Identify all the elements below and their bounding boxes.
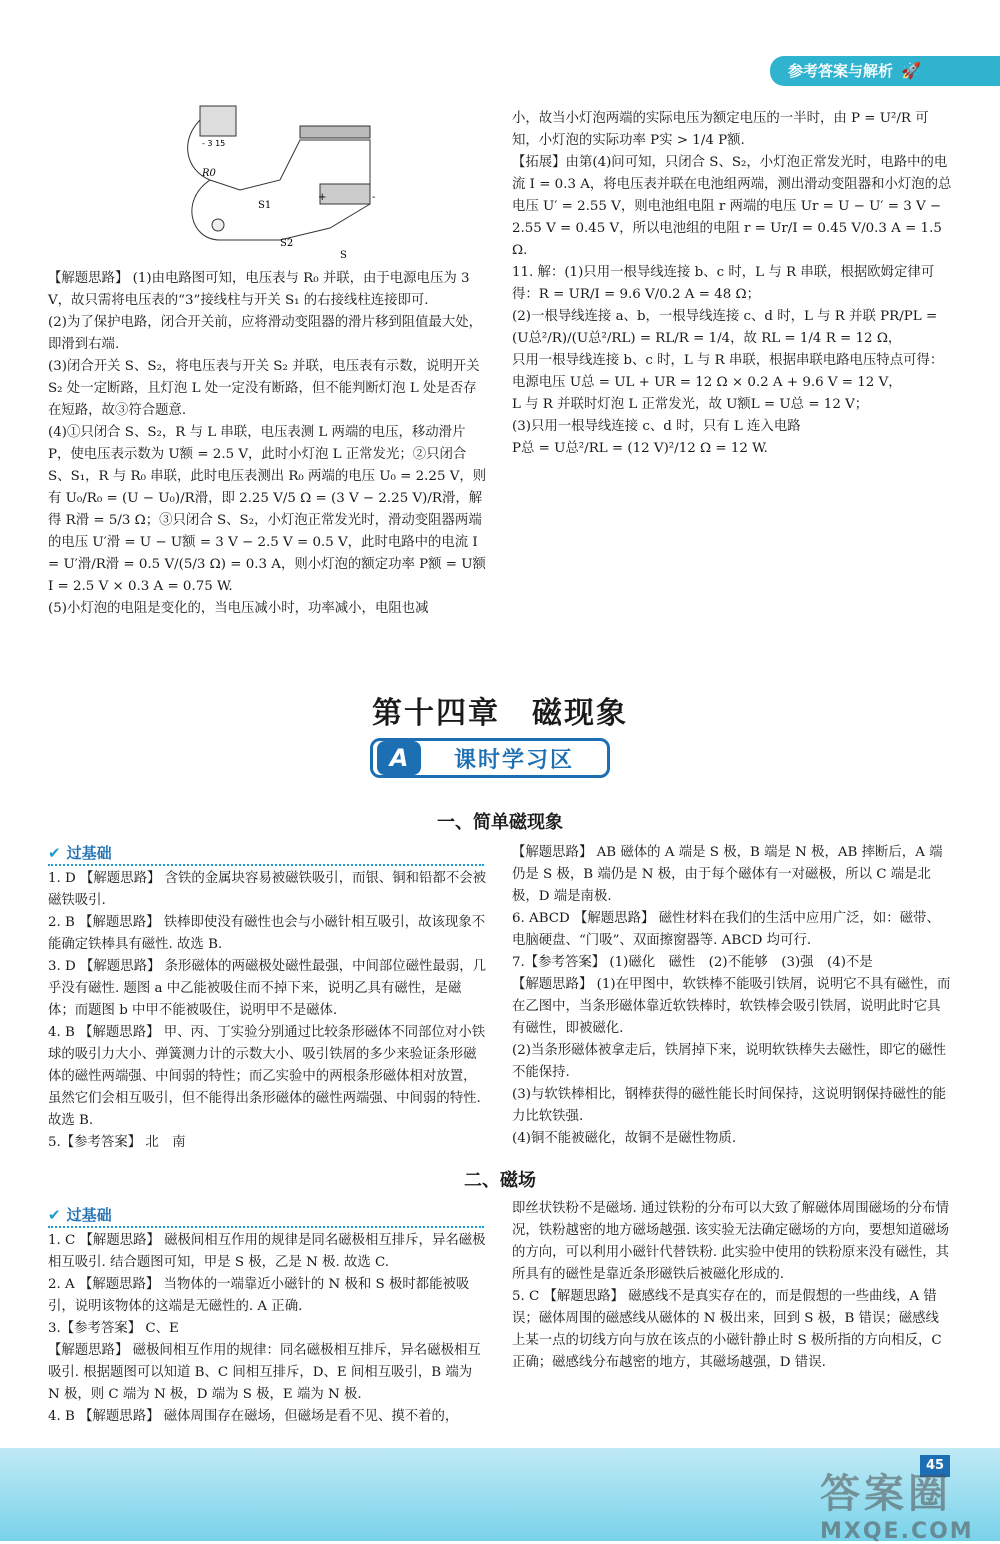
circuit-diagram — [180, 100, 380, 262]
section1-right-column — [512, 842, 952, 1150]
r0-label: R0 — [202, 168, 216, 179]
answer-item: 即丝状铁粉不是磁场. 通过铁粉的分布可以大致了解磁体周围磁场的分布情况，铁粉越密的地方磁场越强. 该实验无法确定磁场的方向，要想知道磁场的方向，可以利用小磁针代替铁粉. 此实验中使用的铁粉原来没有磁性，其所具有的磁性是靠近条形磁铁后被磁化形成的. — [512, 1201, 950, 1282]
answer-item: 5.【参考答案】 北 南 — [48, 1135, 186, 1150]
answer-item: 4. B 【解题思路】 甲、丙、丁实验分别通过比较条形磁体不同部位对小铁球的吸引力大小、弹簧测力计的示数大小、吸引铁屑的多少来验证条形磁体的磁性两端强、中间弱的特性；而乙实验中的两根条形磁体相对放置，虽然它们会相互吸引，但不能得出条形磁体的磁性两端强、中间弱的特性. 故选 B. — [48, 1025, 486, 1128]
section-title: 二、磁场 — [464, 1170, 536, 1191]
answer-item: 2. A 【解题思路】 当物体的一端靠近小磁针的 N 极和 S 极时都能被吸引，说明该物体的这端是无磁性的. A 正确. — [48, 1277, 470, 1314]
battery-plus-label: + — [318, 192, 327, 203]
voltmeter-label: - 3 15 — [202, 139, 226, 148]
lamp-shape — [212, 219, 224, 231]
answer-section-tag — [770, 56, 1000, 86]
watermark-text: 答案圈 — [820, 1471, 952, 1517]
answer-item: 3. D 【解题思路】 条形磁体的两磁极处磁性最强，中间部位磁性最弱，几乎没有磁性. 题图 a 中乙能被吸住而不掉下来，说明乙具有磁性，是磁体；而题图 b 中甲不能被吸住，说明甲不是磁体. — [48, 959, 486, 1018]
section-subheader — [48, 842, 484, 866]
section-subheader — [48, 1204, 484, 1228]
answer-item: 3.【参考答案】 C、E — [48, 1321, 179, 1336]
section2-left-column — [48, 1230, 488, 1428]
tag-label: 参考答案与解析 — [788, 62, 894, 80]
paragraph: (3)闭合开关 S、S₂，将电压表与开关 S₂ 并联，电压表有示数，说明开关 S₂ 处一定断路，且灯泡 L 处一定没有断路，但不能判断灯泡 L 处是否存在短路，故③符合题意. — [48, 359, 480, 418]
paragraph: (2)一根导线连接 a、b，一根导线连接 c、d 时，L 与 R 并联 PR/PL = (U总²/R)/(U总²/RL) = RL/R = 1/4，故 RL = 1/4 R = 12 Ω， — [512, 309, 938, 346]
answer-item: (2)当条形磁体被拿走后，铁屑掉下来，说明软铁棒失去磁性，即它的磁性不能保持. — [512, 1043, 947, 1080]
s-label: S — [340, 250, 347, 261]
answer-item: 6. ABCD 【解题思路】 磁性材料在我们的生活中应用广泛，如：磁带、电脑硬盘、“门吸”、双面擦窗器等. ABCD 均可行. — [512, 911, 940, 948]
subheader-label: 过基础 — [66, 844, 112, 862]
paragraph: 【解题思路】 (1)由电路图可知，电压表与 R₀ 并联，由于电源电压为 3 V，故只需将电压表的“3”接线柱与开关 S₁ 的右接线柱连接即可. — [48, 271, 470, 308]
zone-badge: A — [377, 741, 421, 775]
answer-item: (4)铜不能被磁化，故铜不是磁性物质. — [512, 1131, 737, 1146]
paragraph: L 与 R 并联时灯泡 L 正常发光，故 U额L = U总 = 12 V； — [512, 397, 869, 412]
battery-shape — [320, 184, 370, 204]
answer-item: 1. D 【解题思路】 含铁的金属块容易被磁铁吸引，而银、铜和铅都不会被磁铁吸引. — [48, 871, 486, 908]
paragraph: 只用一根导线连接 b、c 时，L 与 R 串联，根据串联电路电压特点可得： — [512, 353, 944, 368]
paragraph: (4)①只闭合 S、S₂，R 与 L 串联，电压表测 L 两端的电压，移动滑片 P，使电压表示数为 U额 = 2.5 V，此时小灯泡 L 正常发光；②只闭合 S、S₁，R 与 R₀ 串联，此时电压表测出 R₀ 两端的电压 U₀ = 2.25 V，则有 U₀/R₀ = (U − U₀)/R滑，即 2.25 V/5 Ω = (3 V − 2.25 V)/R滑，解得 R滑 = 5/3 Ω；③只闭合 S、S₂，小灯泡正常发光时，滑动变阻器两端的电压 U′滑 = U − U额 = 3 V − 2.5 V = 0.5 V，此时电路中的电流 I = U′滑/R滑 = 0.5 V/(5/3 Ω) = 0.3 A，则小灯泡的额定功率 P额 = U额 I = 2.5 V × 0.3 A = 0.75 W. — [48, 425, 487, 594]
paragraph: (2)为了保护电路，闭合开关前，应将滑动变阻器的滑片移到阻值最大处，即滑到右端. — [48, 315, 483, 352]
paragraph: 小，故当小灯泡两端的实际电压为额定电压的一半时，由 P = U²/R 可知，小灯泡的实际功率 P实 > 1/4 P额. — [512, 111, 929, 148]
answer-item: 【解题思路】 (1)在甲图中，软铁棒不能吸引铁屑，说明它不具有磁性，而在乙图中，当条形磁体靠近软铁棒时，软铁棒会吸引铁屑，说明此时它具有磁性，即被磁化. — [512, 977, 951, 1036]
study-zone-banner — [370, 738, 610, 778]
watermark-url: MXQE.COM — [820, 1519, 974, 1544]
paragraph: P总 = U总²/RL = (12 V)²/12 Ω = 12 W. — [512, 441, 768, 456]
section2-right-column — [512, 1198, 952, 1374]
answer-item: 1. C 【解题思路】 磁极间相互作用的规律是同名磁极相互排斥，异名磁极相互吸引. 结合题图可知，甲是 S 极，乙是 N 极. 故选 C. — [48, 1233, 486, 1270]
answer-item: 【解题思路】 磁极间相互作用的规律：同名磁极相互排斥，异名磁极相互吸引. 根据题图可以知道 B、C 间相互排斥，D、E 间相互吸引，B 端为 N 极，则 C 端为 N 极，D 端为 S 极，E 端为 N 极. — [48, 1343, 481, 1402]
answer-item: (3)与软铁棒相比，钢棒获得的磁性能长时间保持，这说明钢保持磁性的能力比软铁强. — [512, 1087, 947, 1124]
paragraph: (3)只用一根导线连接 c、d 时，只有 L 连入电路 — [512, 419, 801, 434]
paragraph: 【拓展】由第(4)问可知，只闭合 S、S₂，小灯泡正常发光时，电路中的电流 I = 0.3 A，将电压表并联在电池组两端，测出滑动变阻器和小灯泡的总电压 U′ = 2.55 V，则电池组电阻 r 两端的电压 Ur = U − U′ = 3 V − 2.55 V = 0.45 V，所以电池组的电阻 r = Ur/I = 0.45 V/0.3 A = 1.5 Ω. — [512, 155, 952, 258]
section-title: 一、简单磁现象 — [437, 812, 563, 833]
answer-item: 2. B 【解题思路】 铁棒即使没有磁性也会与小磁针相互吸引，故该现象不能确定铁棒具有磁性. 故选 B. — [48, 915, 486, 952]
watermark-logo — [820, 1462, 974, 1544]
chapter-title: 第十四章 磁现象 — [372, 696, 628, 731]
s2-label: S2 — [280, 238, 294, 249]
rheostat-shape — [300, 126, 370, 138]
voltmeter-shape — [200, 106, 236, 136]
top-left-column — [48, 268, 488, 620]
answer-item: 【解题思路】 AB 磁体的 A 端是 S 极，B 端是 N 极，AB 摔断后，A 端仍是 S 极，B 端仍是 N 极，由于每个磁体有一对磁极，所以 C 端是北极，D 端是南极. — [512, 845, 943, 904]
checkmark-icon: ✔︎ — [48, 844, 61, 862]
paragraph: 11. 解：(1)只用一根导线连接 b、c 时，L 与 R 串联，根据欧姆定律可得：R = UR/I = 9.6 V/0.2 A = 48 Ω； — [512, 265, 935, 302]
answer-item: 4. B 【解题思路】 磁体周围存在磁场，但磁场是看不见、摸不着的， — [48, 1409, 459, 1424]
zone-title: 课时学习区 — [453, 747, 574, 773]
checkmark-icon: ✔︎ — [48, 1206, 61, 1224]
battery-minus-label: - — [372, 192, 376, 203]
answer-item: 5. C 【解题思路】 磁感线不是真实存在的，而是假想的一些曲线，A 错误；磁体周围的磁感线从磁体的 N 极出来，回到 S 极，B 错误；磁感线上某一点的切线方向与放在该点的小磁针静止时 S 极所指的方向相反，C 正确；磁感线分布越密的地方，其磁场越强，D 错误. — [512, 1289, 942, 1370]
rocket-icon: 🚀 — [901, 61, 921, 80]
paragraph: 电源电压 U总 = UL + UR = 12 Ω × 0.2 A + 9.6 V = 12 V， — [512, 375, 902, 390]
section1-left-column — [48, 868, 488, 1154]
page-number: 45 — [920, 1455, 950, 1477]
paragraph: (5)小灯泡的电阻是变化的，当电压减小时，功率减小，电阻也减 — [48, 601, 429, 616]
subheader-label: 过基础 — [66, 1206, 112, 1224]
top-right-column — [512, 108, 952, 460]
s1-label: S1 — [258, 200, 272, 211]
answer-item: 7.【参考答案】 (1)磁化 磁性 (2)不能够 (3)强 (4)不是 — [512, 955, 873, 970]
